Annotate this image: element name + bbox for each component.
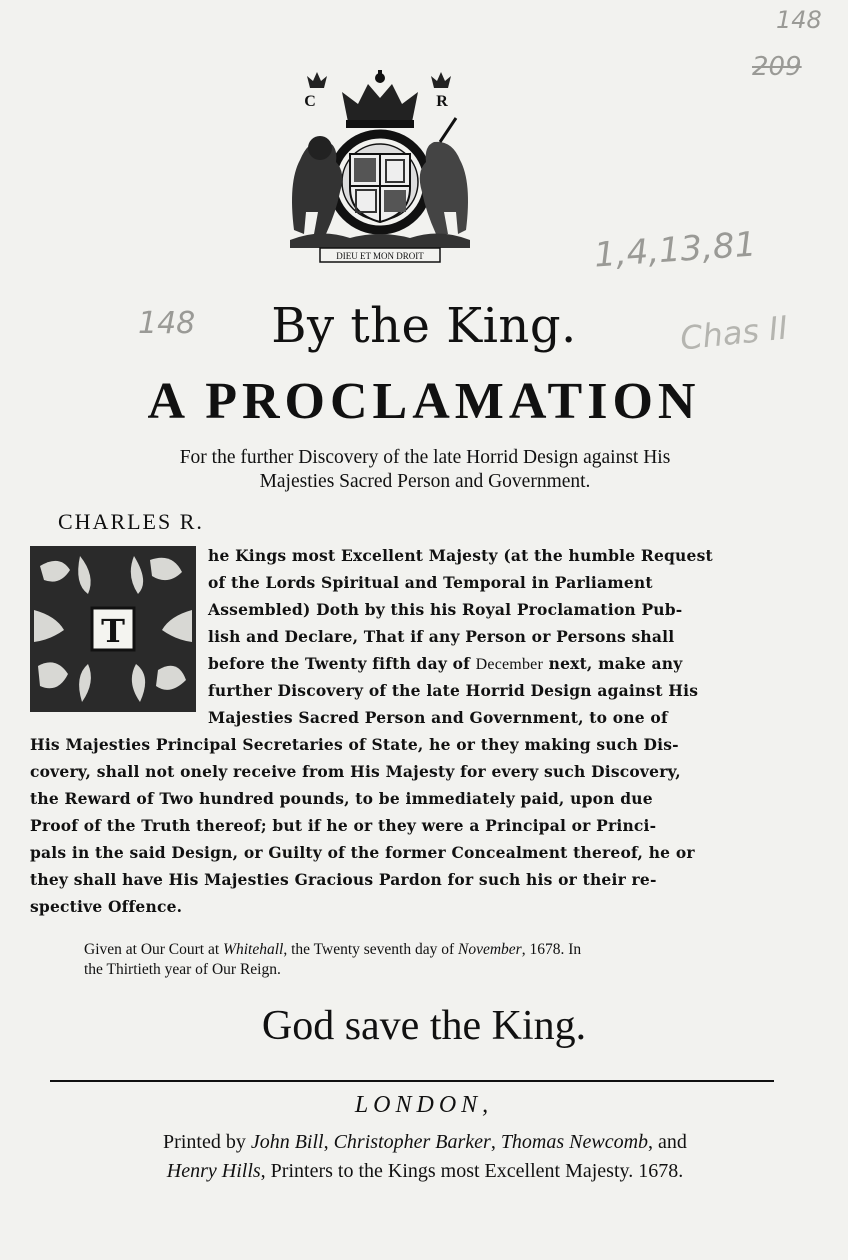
body-line-2: of the Lords Spiritual and Temporal in Parliament (208, 573, 653, 592)
given-at-court (84, 940, 724, 980)
imprint-line-2 (30, 1157, 820, 1186)
archive-number-top: 148 (776, 6, 822, 34)
imprint-line-1: Printed by John Bill, Christopher Barker, Thomas Newcomb, and (163, 1131, 687, 1153)
signer-charles-r: CHARLES R. (58, 509, 204, 534)
coat-of-arms-motto: DIEU ET MON DROIT (336, 251, 424, 261)
printer-henry-hills: Henry Hills (166, 1160, 261, 1182)
struck-number: 209 (752, 52, 802, 82)
printer-thomas-newcomb: Thomas Newcomb (500, 1131, 649, 1153)
printer-john-bill: John Bill (250, 1131, 324, 1153)
heading-by-the-king: By the King. (271, 298, 577, 354)
archive-number-left: 148 (138, 306, 196, 341)
body-line-5-start: before the Twenty fifth day of (208, 654, 471, 673)
given-part-1: Given at Our Court at (84, 941, 220, 958)
given-part-2: , the Twenty seventh day of (283, 941, 455, 958)
imprint-printed-by: Printed by (163, 1131, 246, 1153)
imprint-tail: , Printers to the Kings most Excellent Majesty. 1678. (260, 1160, 684, 1182)
body-line-14: spective Offence. (30, 897, 183, 916)
body-line-1: he Kings most Excellent Majesty (at the humble Request (208, 546, 713, 565)
given-part-3: , 1678. In (521, 941, 582, 958)
body-month-december: December (475, 656, 543, 673)
subtitle-line-1: For the further Discovery of the late Horrid Design against His (179, 447, 671, 468)
body-line-7: Majesties Sacred Person and Government, to one of (208, 708, 668, 727)
given-line-2: the Thirtieth year of Our Reign. (84, 961, 281, 978)
body-line-10: the Reward of Two hundred pounds, to be immediately paid, upon due (30, 789, 653, 808)
initial-letter: T (101, 612, 125, 650)
imprint-and: , and (648, 1131, 687, 1153)
body-line-12: pals in the said Design, or Guilty of the former Concealment thereof, he or (30, 843, 695, 862)
body-line-5 (208, 654, 682, 674)
divider-rule (50, 1080, 774, 1082)
subtitle-line-2: Majesties Sacred Person and Government. (259, 471, 591, 492)
body-line-13: they shall have His Majesties Gracious Pardon for such his or their re- (30, 870, 657, 889)
body-line-4: lish and Declare, That if any Person or Persons shall (208, 627, 675, 646)
decorated-initial-image (30, 546, 196, 712)
body-line-8: His Majesties Principal Secretaries of State, he or they making such Dis- (30, 735, 679, 754)
god-save-the-king: God save the King. (261, 1003, 587, 1049)
body-line-5-end: next, make any (548, 654, 683, 673)
body-line-3: Assembled) Doth by this his Royal Proclamation Pub- (208, 600, 683, 619)
archive-reign-note: Chas II (678, 308, 790, 358)
coat-of-arms-initial-left: C (304, 93, 316, 110)
body-line-11: Proof of the Truth thereof; but if he or they were a Principal or Princi- (30, 816, 657, 835)
heading-proclamation: A PROCLAMATION (147, 373, 701, 430)
archive-shelfmark: 1,4,13,81 (592, 224, 758, 276)
imprint-printers (30, 1128, 820, 1186)
coat-of-arms-initial-right: R (436, 93, 448, 110)
body-line-9: covery, shall not onely receive from His Majesty for every such Discovery, (30, 762, 681, 781)
royal-coat-of-arms-image (280, 62, 480, 268)
body-line-6: further Discovery of the late Horrid Design against His (208, 681, 699, 700)
imprint-city: LONDON, (354, 1092, 494, 1118)
archive-number-struck (752, 52, 802, 82)
printer-christopher-barker: Christopher Barker (333, 1131, 491, 1153)
given-place: Whitehall (223, 941, 284, 958)
proclamation-subtitle (30, 446, 820, 494)
given-month: November (458, 941, 522, 958)
